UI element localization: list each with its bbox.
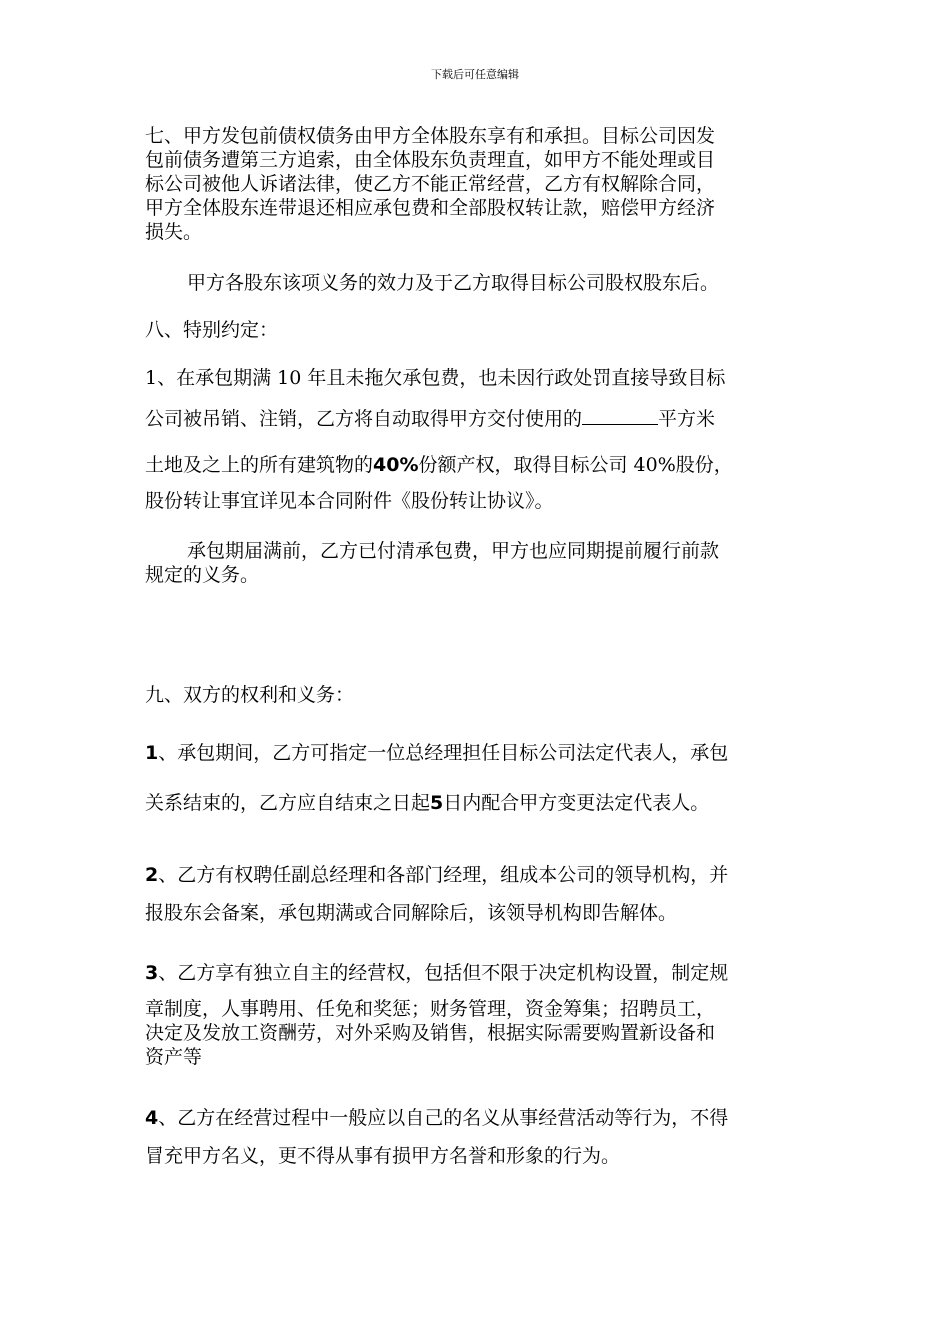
sec9-item3-text: 、乙方享有独立自主的经营权，包括但不限于决定机构设置，制定规 (158, 962, 729, 984)
sec8-item1-line-3-b: 份额产权，取得目标公司 40%股份， (418, 454, 733, 476)
sec9-item1-text: 、承包期间，乙方可指定一位总经理担任目标公司法定代表人，承包 (158, 742, 729, 764)
days-number: 5 (430, 792, 444, 814)
page-header: 下载后可任意编辑 (431, 68, 519, 81)
sec8-item1-line-2 (145, 405, 815, 431)
item-number: 4 (145, 1107, 159, 1129)
sec9-item1-line-2 (145, 791, 815, 815)
sec8-item1-line-2-tail: 平方米 (658, 408, 716, 430)
sec8-item1-line-2-text: 公司被吊销、注销，乙方将自动取得甲方交付使用的 (145, 408, 583, 430)
sec8-item1-line-4: 股份转让事宜详见本合同附件《股份转让协议》。 (145, 490, 554, 512)
blank-underline (582, 405, 658, 425)
sec7-paragraph-2: 甲方各股东该项义务的效力及于乙方取得目标公司股权股东后。 (187, 272, 720, 294)
sec8-item1-line-3-a: 土地及之上的所有建筑物的 (145, 454, 374, 476)
sec8-paragraph-2-line-2: 规定的义务。 (145, 564, 260, 586)
sec9-item3-line-1 (145, 961, 815, 985)
sec7-line-5: 损失。 (145, 221, 203, 243)
sec7-line-3: 标公司被他人诉诸法律，使乙方不能正常经营，乙方有权解除合同， (145, 173, 716, 195)
percent-bold: 40% (373, 454, 419, 476)
sec7-line-1: 七、甲方发包前债权债务由甲方全体股东享有和承担。目标公司因发 (145, 125, 716, 147)
sec8-item1-line-3 (145, 453, 815, 477)
sec9-item4-line-2: 冒充甲方名义，更不得从事有损甲方名誉和形象的行为。 (145, 1145, 621, 1167)
sec8-paragraph-2-line-1: 承包期届满前，乙方已付清承包费，甲方也应同期提前履行前款 (187, 540, 720, 562)
item-number: 2 (145, 864, 159, 886)
sec7-line-2: 包前债务遭第三方追索，由全体股东负责理直，如甲方不能处理或目 (145, 149, 716, 171)
sec9-item3-line-2: 章制度，人事聘用、任免和奖惩；财务管理，资金筹集；招聘员工， (145, 998, 716, 1020)
sec9-item2-text: 、乙方有权聘任副总经理和各部门经理，组成本公司的领导机构，并 (158, 864, 729, 886)
sec8-title: 八、特别约定： (145, 319, 279, 341)
sec9-item2-line-1 (145, 863, 815, 887)
sec8-item1-line-1: 1、在承包期满 10 年且未拖欠承包费，也未因行政处罚直接导致目标 (145, 367, 726, 389)
item-number: 3 (145, 962, 159, 984)
sec9-item1-line-2-a: 关系结束的，乙方应自结束之日起 (145, 792, 431, 814)
sec9-item3-line-4: 资产等 (145, 1046, 203, 1068)
sec9-item1-line-2-b: 日内配合甲方变更法定代表人。 (443, 792, 710, 814)
sec7-line-4: 甲方全体股东连带退还相应承包费和全部股权转让款，赔偿甲方经济 (145, 197, 716, 219)
sec9-item1-line-1 (145, 741, 815, 765)
sec9-item4-text: 、乙方在经营过程中一般应以自己的名义从事经营活动等行为，不得 (158, 1107, 729, 1129)
sec9-title: 九、双方的权利和义务： (145, 684, 355, 706)
sec9-item3-line-3: 决定及发放工资酬劳，对外采购及销售，根据实际需要购置新设备和 (145, 1022, 716, 1044)
sec9-item2-line-2: 报股东会备案，承包期满或合同解除后，该领导机构即告解体。 (145, 902, 678, 924)
item-number: 1 (145, 742, 159, 764)
sec9-item4-line-1 (145, 1106, 815, 1130)
